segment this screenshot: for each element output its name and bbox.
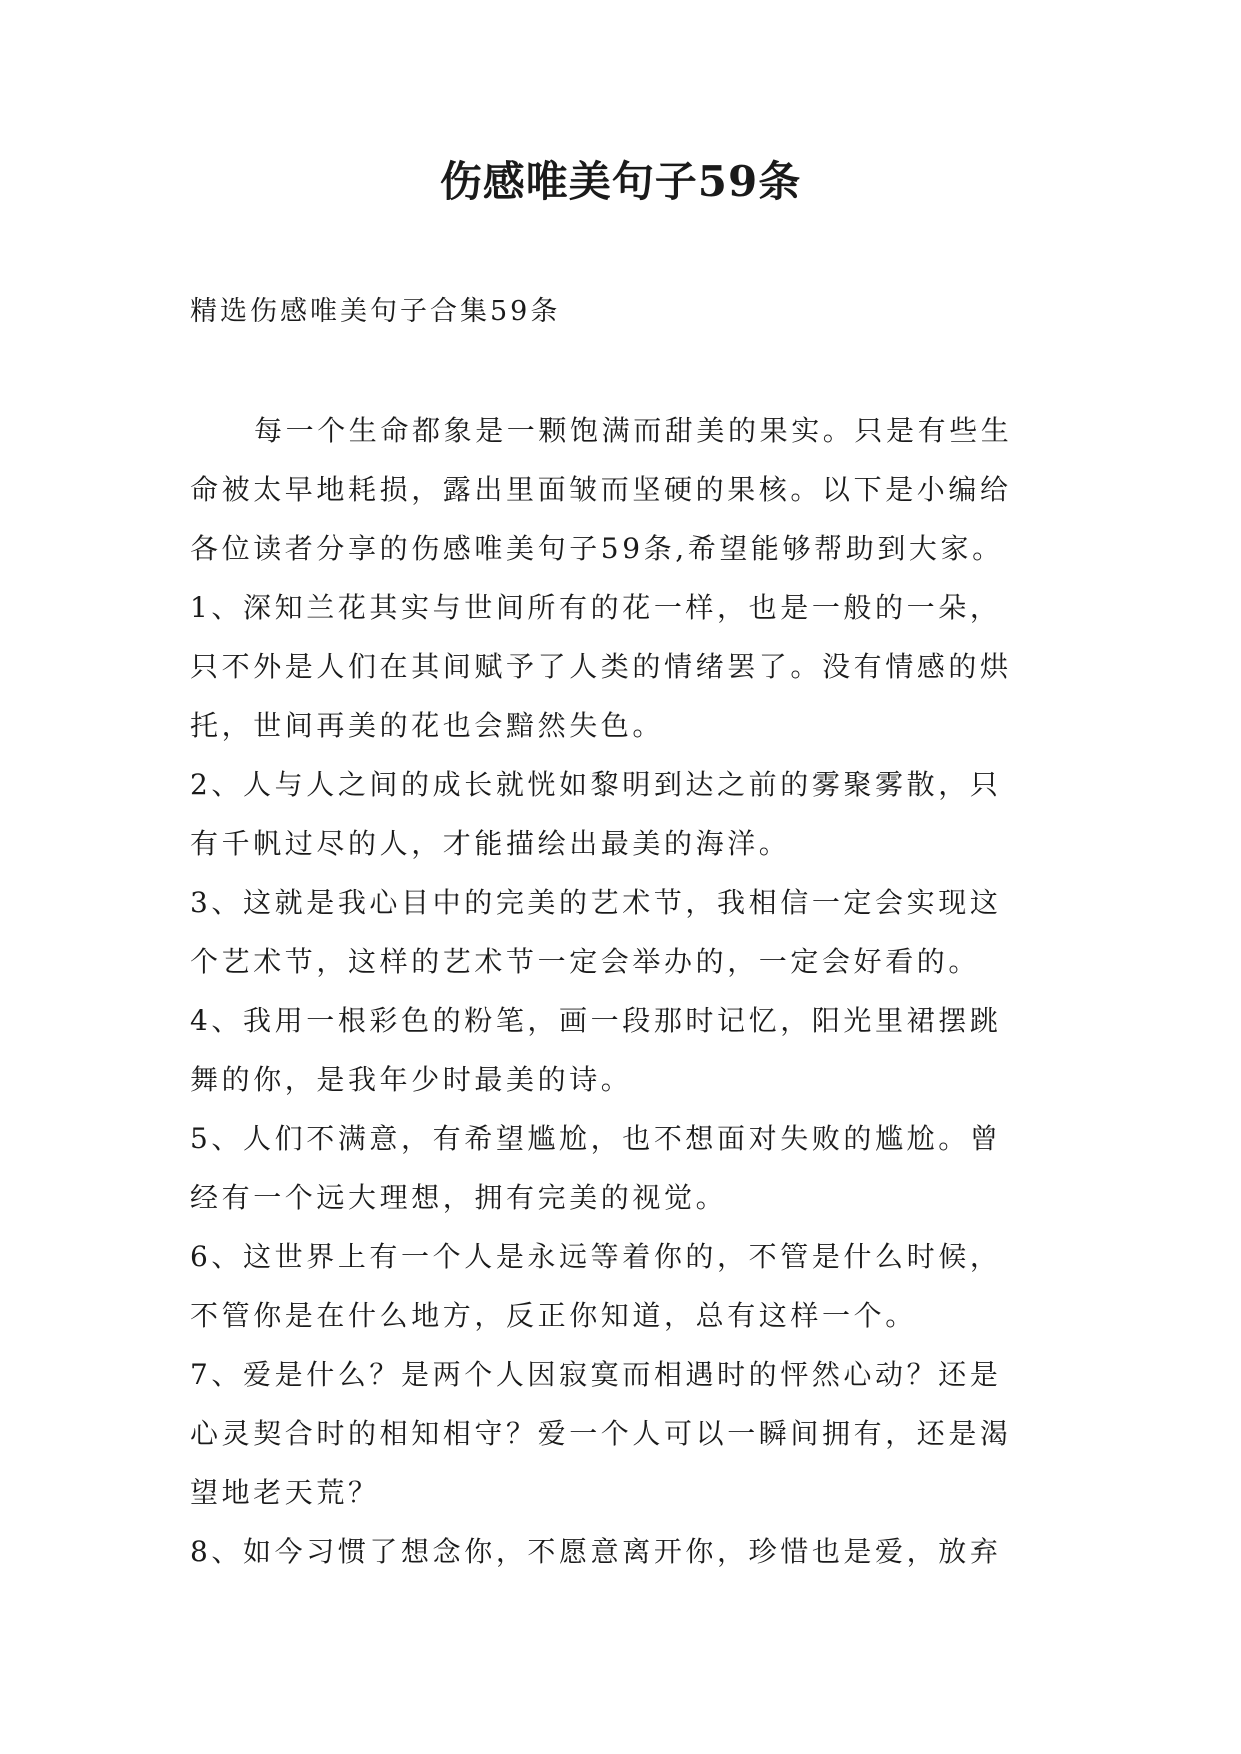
body-line: 7、爱是什么？是两个人因寂寞而相遇时的怦然心动？还是	[190, 1358, 1002, 1391]
body-line: 托，世间再美的花也会黯然失色。	[190, 709, 665, 742]
body-line: 舞的你，是我年少时最美的诗。	[190, 1063, 633, 1096]
body-line: 每一个生命都象是一颗饱满而甜美的果实。只是有些生	[254, 414, 1013, 447]
document-title: 伤感唯美句子59条	[439, 157, 802, 206]
body-line: 1、深知兰花其实与世间所有的花一样，也是一般的一朵，	[190, 591, 1002, 624]
body-line: 8、如今习惯了想念你，不愿意离开你，珍惜也是爱，放弃	[190, 1535, 1002, 1568]
document-subtitle: 精选伤感唯美句子合集59条	[190, 296, 561, 327]
document-body	[190, 411, 1070, 1591]
body-line: 经有一个远大理想，拥有完美的视觉。	[190, 1181, 728, 1214]
body-line: 心灵契合时的相知相守？爱一个人可以一瞬间拥有，还是渴	[190, 1417, 1012, 1450]
body-line: 3、这就是我心目中的完美的艺术节，我相信一定会实现这	[190, 886, 1002, 919]
body-line: 4、我用一根彩色的粉笔，画一段那时记忆，阳光里裙摆跳	[190, 1004, 1002, 1037]
body-line: 6、这世界上有一个人是永远等着你的，不管是什么时候，	[190, 1240, 1002, 1273]
body-line: 只不外是人们在其间赋予了人类的情绪罢了。没有情感的烘	[190, 650, 1012, 683]
body-line: 5、人们不满意，有希望尴尬，也不想面对失败的尴尬。曾	[190, 1122, 1002, 1155]
body-line: 2、人与人之间的成长就恍如黎明到达之前的雾聚雾散，只	[190, 768, 1002, 801]
body-line: 各位读者分享的伤感唯美句子59条,希望能够帮助到大家。	[190, 532, 1004, 565]
body-line: 望地老天荒？	[190, 1476, 380, 1509]
body-line: 不管你是在什么地方，反正你知道，总有这样一个。	[190, 1299, 917, 1332]
body-line: 有千帆过尽的人，才能描绘出最美的海洋。	[190, 827, 791, 860]
body-line: 命被太早地耗损，露出里面皱而坚硬的果核。以下是小编给	[190, 473, 1012, 506]
body-line: 个艺术节，这样的艺术节一定会举办的，一定会好看的。	[190, 945, 981, 978]
